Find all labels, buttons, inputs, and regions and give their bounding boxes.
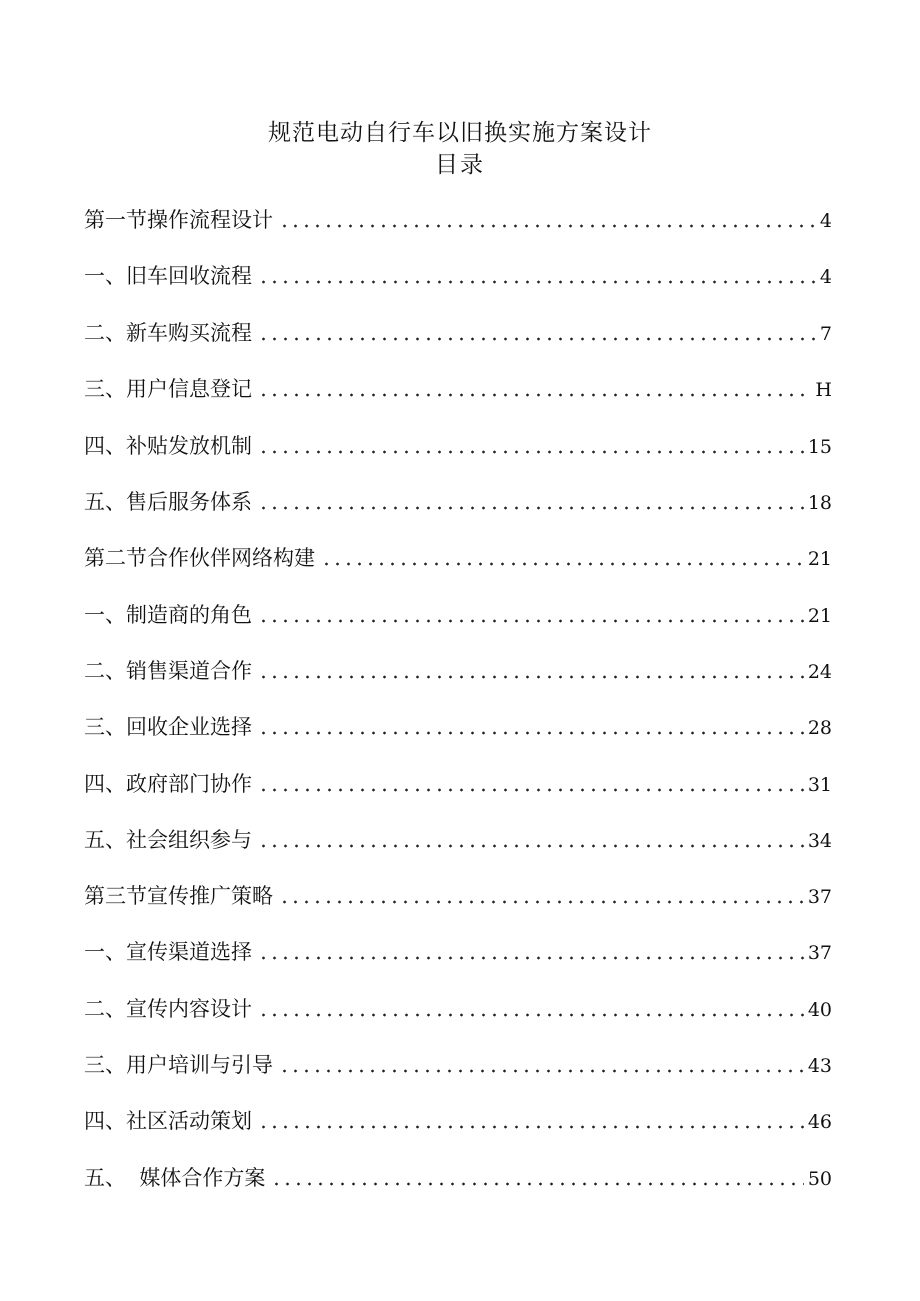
toc-entry-page: 21 — [807, 548, 832, 570]
toc-entry-label: 三、用户培训与引导 — [84, 1053, 273, 1077]
toc-entry-page: 43 — [807, 1055, 832, 1077]
toc-entry-label: 第三节宣传推广策略 — [84, 884, 273, 908]
toc-entry-label: 第一节操作流程设计 — [84, 208, 273, 232]
toc-entry-page: H — [815, 379, 832, 401]
toc-dot-leader — [258, 449, 804, 455]
toc-dot-leader — [258, 336, 816, 342]
toc-dot-leader — [258, 1124, 804, 1130]
toc-dot-leader — [258, 730, 804, 736]
toc-dot-leader — [258, 1012, 804, 1018]
toc-entry[interactable] — [84, 992, 832, 1026]
toc-entry-page: 34 — [807, 830, 832, 852]
toc-entry-label: 三、回收企业选择 — [84, 715, 252, 739]
toc-entry-label: 一、宣传渠道选择 — [84, 940, 252, 964]
toc-entry-page: 7 — [819, 323, 832, 345]
toc-entry-page: 28 — [807, 717, 832, 739]
toc-entry-page: 4 — [819, 266, 832, 288]
toc-entry[interactable] — [84, 429, 832, 463]
toc-dot-leader — [258, 618, 804, 624]
toc-entry[interactable] — [84, 203, 832, 237]
toc-entry[interactable] — [84, 654, 832, 688]
toc-entry-label: 五、社会组织参与 — [84, 828, 252, 852]
toc-entry[interactable] — [84, 541, 832, 575]
toc-entry[interactable] — [84, 1104, 832, 1138]
toc-dot-leader — [321, 561, 804, 567]
toc-entry-label: 四、补贴发放机制 — [84, 434, 252, 458]
toc-entry[interactable] — [84, 879, 832, 913]
toc-entry-page: 18 — [807, 492, 832, 514]
toc-entry[interactable] — [84, 767, 832, 801]
toc-entry-page: 15 — [807, 436, 832, 458]
toc-entry-label: 第二节合作伙伴网络构建 — [84, 546, 315, 570]
toc-dot-leader — [258, 843, 804, 849]
toc-entry[interactable] — [84, 372, 832, 406]
document-title: 规范电动自行车以旧换实施方案设计 — [268, 120, 652, 146]
toc-dot-leader — [258, 674, 804, 680]
toc-entry[interactable] — [84, 823, 832, 857]
toc-entry-page: 4 — [819, 210, 832, 232]
toc-entry-label: 三、用户信息登记 — [84, 377, 252, 401]
toc-entry-page: 46 — [807, 1111, 832, 1133]
toc-entry[interactable] — [84, 316, 832, 350]
toc-entry-label: 一、制造商的角色 — [84, 603, 252, 627]
toc-entry[interactable] — [84, 935, 832, 969]
toc-entry[interactable] — [84, 485, 832, 519]
toc-entry[interactable] — [84, 598, 832, 632]
toc-entry-label: 五、 媒体合作方案 — [84, 1166, 266, 1190]
toc-entry-label: 二、新车购买流程 — [84, 321, 252, 345]
toc-dot-leader — [258, 505, 804, 511]
toc-entry-label: 一、旧车回收流程 — [84, 264, 252, 288]
toc-dot-leader — [279, 223, 816, 229]
toc-entry[interactable] — [84, 259, 832, 293]
toc-dot-leader — [258, 392, 811, 398]
toc-dot-leader — [279, 1068, 804, 1074]
toc-dot-leader — [258, 955, 804, 961]
toc-dot-leader — [279, 899, 804, 905]
toc-dot-leader — [271, 1181, 803, 1187]
toc-entry-label: 四、社区活动策划 — [84, 1109, 252, 1133]
toc-entry-page: 37 — [807, 942, 832, 964]
toc-dot-leader — [258, 787, 804, 793]
toc-entry-label: 二、销售渠道合作 — [84, 659, 252, 683]
toc-entry-page: 31 — [807, 774, 832, 796]
toc-entry-page: 37 — [807, 886, 832, 908]
toc-entry[interactable] — [84, 1161, 832, 1195]
toc-entry-page: 50 — [807, 1168, 832, 1190]
toc-entry-page: 21 — [807, 605, 832, 627]
toc-entry-label: 二、宣传内容设计 — [84, 997, 252, 1021]
toc-heading: 目录 — [435, 152, 485, 178]
toc-entry-label: 五、售后服务体系 — [84, 490, 252, 514]
toc-entry[interactable] — [84, 710, 832, 744]
toc-entry-page: 24 — [807, 661, 832, 683]
toc-dot-leader — [258, 279, 816, 285]
toc-entry[interactable] — [84, 1048, 832, 1082]
toc-entry-label: 四、政府部门协作 — [84, 772, 252, 796]
toc-entry-page: 40 — [807, 999, 832, 1021]
